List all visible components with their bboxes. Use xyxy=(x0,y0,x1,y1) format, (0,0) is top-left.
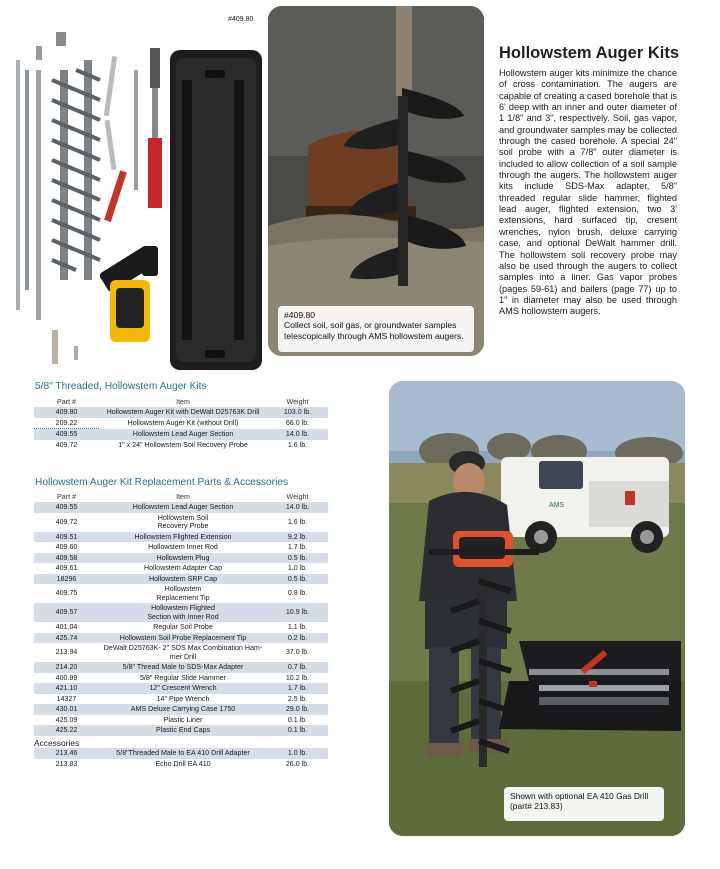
table-row xyxy=(34,715,328,726)
weight-cell: 2.5 lb. xyxy=(287,694,308,703)
item-cell: 14" Pipe Wrench xyxy=(156,694,210,703)
soil-probe xyxy=(52,330,58,364)
wrenches xyxy=(104,56,127,222)
table-row xyxy=(34,584,328,603)
table1-header-part: Part # xyxy=(57,397,76,406)
table-row xyxy=(34,513,328,532)
accessories-subheading-row xyxy=(34,736,328,749)
slide-hammer xyxy=(148,48,162,208)
table1-header-item: Item xyxy=(176,397,190,406)
part-number-cell: 409.72 xyxy=(55,440,78,449)
field-photo-caption: Shown with optional EA 410 Gas Drill (part# 213.83) xyxy=(504,787,664,821)
table-row xyxy=(34,563,328,574)
item-cell: DeWalt D25763K- 2" SDS Max Combination Ham- mer Drill xyxy=(103,644,263,661)
item-cell: Hollowstem Lead Auger Section xyxy=(99,502,267,513)
auger-in-use-illustration xyxy=(268,6,484,356)
auger-photo-caption-text: Collect soil, soil gas, or groundwater samples telescopically through AMS hollowstem augers. xyxy=(284,320,464,341)
part-number-cell: 409.72 xyxy=(55,517,78,526)
part-number-cell: 409.60 xyxy=(55,543,78,551)
weight-cell: 9.2 lb. xyxy=(267,532,328,543)
dewalt-drill xyxy=(98,245,158,342)
table-row xyxy=(34,725,328,736)
weight-cell: 1.1 lb. xyxy=(287,623,308,631)
part-number-cell: 409.55 xyxy=(34,429,99,440)
item-cell: 5/8" Regular Slide Hammer xyxy=(139,673,227,682)
table-row xyxy=(34,532,328,543)
field-drill-illustration xyxy=(389,381,685,836)
table-row xyxy=(34,633,328,644)
item-cell: Hollowstem Plug xyxy=(99,553,267,564)
article-title: Hollowstem Auger Kits xyxy=(499,44,679,62)
table-row xyxy=(34,704,328,715)
item-cell: 1" x 24" Hollowstem Soil Recovery Probe xyxy=(118,440,248,449)
part-number-cell: 430.01 xyxy=(34,704,99,715)
part-number-cell: 409.57 xyxy=(34,603,99,622)
auger-in-use-photo xyxy=(268,6,484,356)
weight-cell: 1.6 lb. xyxy=(287,440,308,449)
part-number-cell: 425.09 xyxy=(55,715,78,724)
item-cell: Hollowstem Soil Recovery Probe xyxy=(157,513,209,530)
auger-photo-caption xyxy=(278,306,474,352)
weight-cell: 0.8 lb. xyxy=(287,589,308,598)
auger-rods xyxy=(16,60,29,310)
table-row xyxy=(34,683,328,694)
part-number-cell: 18296 xyxy=(34,574,99,585)
weight-cell: 10.2 lb. xyxy=(285,673,310,682)
weight-cell: 1.6 lb. xyxy=(287,517,308,526)
article-body: Hollowstem auger kits minimize the chance of cross contamination. The augers are capable of creating a cased borehole that is 6' deep with an inner and outer diameter of 1 1/8" and 3", respectively. Soil, gas vapor, and groundwater samples may be collected through the cased borehole. A special 24" soil probe with a 7/8" outer diameter is included to allow collection of a soil sample through the augers. The hollowstem auger kits include SDS-Max adapter, 5/8" threaded regular slide hammer, flighted lead auger, flighted extension, two 3' extensions, hard surfaced tip, cresent wrenches, nylon brush, deluxe carrying case, and optional DeWalt hammer drill. The hollowstem soil recovery probe may also be used through the augers to collect samples into a liner. Gas vapor probes (pages 59-61) and bailers (page 77) up to 1" in diameter may also be used through AMS hollowstem augers. xyxy=(499,68,677,317)
item-cell: Hollowstem Replacement Tip xyxy=(156,585,210,602)
table2-header-weight: Weight xyxy=(286,492,309,501)
table-row xyxy=(34,440,328,451)
part-number-cell: 409.80 xyxy=(34,407,99,418)
part-number-cell: 213.46 xyxy=(34,748,99,759)
part-number-cell: 213.94 xyxy=(55,648,78,657)
table1-header-row xyxy=(34,396,328,407)
table2-header-part: Part # xyxy=(57,492,76,501)
table-row xyxy=(34,748,328,759)
item-cell: Hollowstem Adapter Cap xyxy=(143,564,223,572)
part-number-cell: 409.75 xyxy=(55,589,78,598)
auger-rod xyxy=(396,6,412,96)
extension-rod xyxy=(134,70,138,190)
field-drill-photo xyxy=(389,381,685,836)
part-number-cell: 425.22 xyxy=(34,725,99,736)
part-number-cell: 401.04 xyxy=(55,623,78,631)
item-cell: Regular Soil Probe xyxy=(153,623,213,631)
item-cell: Plastic End Caps xyxy=(99,725,267,736)
table-row xyxy=(34,622,328,633)
table-row xyxy=(34,407,328,418)
table1-header-weight: Weight xyxy=(286,397,309,406)
auger-kits-table xyxy=(34,396,328,450)
table1-title: 5/8" Threaded, Hollowstem Auger Kits xyxy=(35,381,207,392)
part-number-cell: 209.22 xyxy=(34,418,99,429)
truck-logo: AMS xyxy=(549,502,565,509)
weight-cell: 0.7 lb. xyxy=(267,662,328,673)
item-cell: Hollowstem Lead Auger Section xyxy=(99,429,267,440)
table-row xyxy=(34,643,328,662)
kit-photo-caption-num: #409.80 xyxy=(228,16,254,23)
weight-cell: 0.5 lb. xyxy=(267,553,328,564)
weight-cell: 0.1 lb. xyxy=(287,715,308,724)
auger-spiral-1 xyxy=(52,70,76,280)
table-row xyxy=(34,759,328,770)
table-row xyxy=(34,418,328,429)
item-cell: Hollowstem Inner Rod xyxy=(148,543,218,551)
weight-cell: 26.0 lb. xyxy=(285,759,310,768)
table-row xyxy=(34,502,328,513)
weight-cell: 29.0 lb. xyxy=(267,704,328,715)
weight-cell: 0.1 lb. xyxy=(267,725,328,736)
table2-header-item: Item xyxy=(176,492,190,501)
kit-product-photo xyxy=(0,10,268,372)
table2-header-row xyxy=(34,491,328,502)
table-row xyxy=(34,574,328,585)
table-row xyxy=(34,429,328,440)
part-number-cell: 409.55 xyxy=(34,502,99,513)
part-number-cell: 214.20 xyxy=(34,662,99,673)
weight-cell: 0.5 lb. xyxy=(267,574,328,585)
weight-cell: 14.0 lb. xyxy=(267,429,328,440)
item-cell: Hollowstem Flighted Section with Inner Rod xyxy=(99,603,267,622)
weight-cell: 1.0 lb. xyxy=(267,748,328,759)
part-number-cell: 421.10 xyxy=(34,683,99,694)
item-cell: Hollowstem Soil Probe Replacement Tip xyxy=(99,633,267,644)
part-number-cell: 400.99 xyxy=(55,673,78,682)
item-cell: Hollowstem Flighted Extension xyxy=(99,532,267,543)
table-row xyxy=(34,694,328,705)
weight-cell: 1.7 lb. xyxy=(267,683,328,694)
weight-cell: 66.0 lb. xyxy=(285,418,310,427)
table-row xyxy=(34,553,328,564)
auger-flighted-lead xyxy=(36,70,41,320)
weight-cell: 1.0 lb. xyxy=(287,564,308,572)
replacement-parts-table xyxy=(34,491,328,769)
table-row xyxy=(34,673,328,684)
weight-cell: 37.0 lb. xyxy=(285,648,310,657)
part-number-cell: 409.58 xyxy=(34,553,99,564)
weight-cell: 1.7 lb. xyxy=(287,543,308,551)
weight-cell: 0.2 lb. xyxy=(267,633,328,644)
part-number-cell: 425.74 xyxy=(34,633,99,644)
accessories-label: Accessories xyxy=(34,736,328,749)
weight-cell: 10.9 lb. xyxy=(267,603,328,622)
kit-illustration xyxy=(0,10,268,372)
item-cell: Echo Drill EA 410 xyxy=(155,759,211,768)
adapter-cap xyxy=(56,32,66,46)
weight-cell: 103.0 lb. xyxy=(267,407,328,418)
item-cell: Plastic Liner xyxy=(163,715,203,724)
part-number-cell: 14327 xyxy=(56,694,77,703)
table2-title: Hollowstem Auger Kit Replacement Parts & Accessories xyxy=(35,477,289,488)
table-row xyxy=(34,662,328,673)
table-row xyxy=(34,603,328,622)
table-row xyxy=(34,542,328,553)
item-cell: 12" Crescent Wrench xyxy=(99,683,267,694)
open-carrying-case xyxy=(499,641,681,731)
replacement-tip xyxy=(74,346,78,360)
item-cell: Hollowstem Auger Kit with DeWalt D25763K Drill xyxy=(99,407,267,418)
part-number-cell: 213.83 xyxy=(55,759,78,768)
item-cell: Hollowstem SRP Cap xyxy=(99,574,267,585)
auger-photo-caption-num: #409.80 xyxy=(284,310,316,320)
part-number-cell: 409.51 xyxy=(34,532,99,543)
weight-cell: 14.0 lb. xyxy=(267,502,328,513)
item-cell: Hollowstem Auger Kit (without Drill) xyxy=(127,418,239,427)
item-cell: 5/8" Thread Male to SDS-Max Adapter xyxy=(99,662,267,673)
item-cell: AMS Deluxe Carrying Case 1750 xyxy=(99,704,267,715)
item-cell: 5/8"Threaded Male to EA 410 Drill Adapter xyxy=(99,748,267,759)
plug xyxy=(36,46,42,60)
auger-spiral-2 xyxy=(76,60,100,280)
part-number-cell: 409.61 xyxy=(55,564,78,572)
